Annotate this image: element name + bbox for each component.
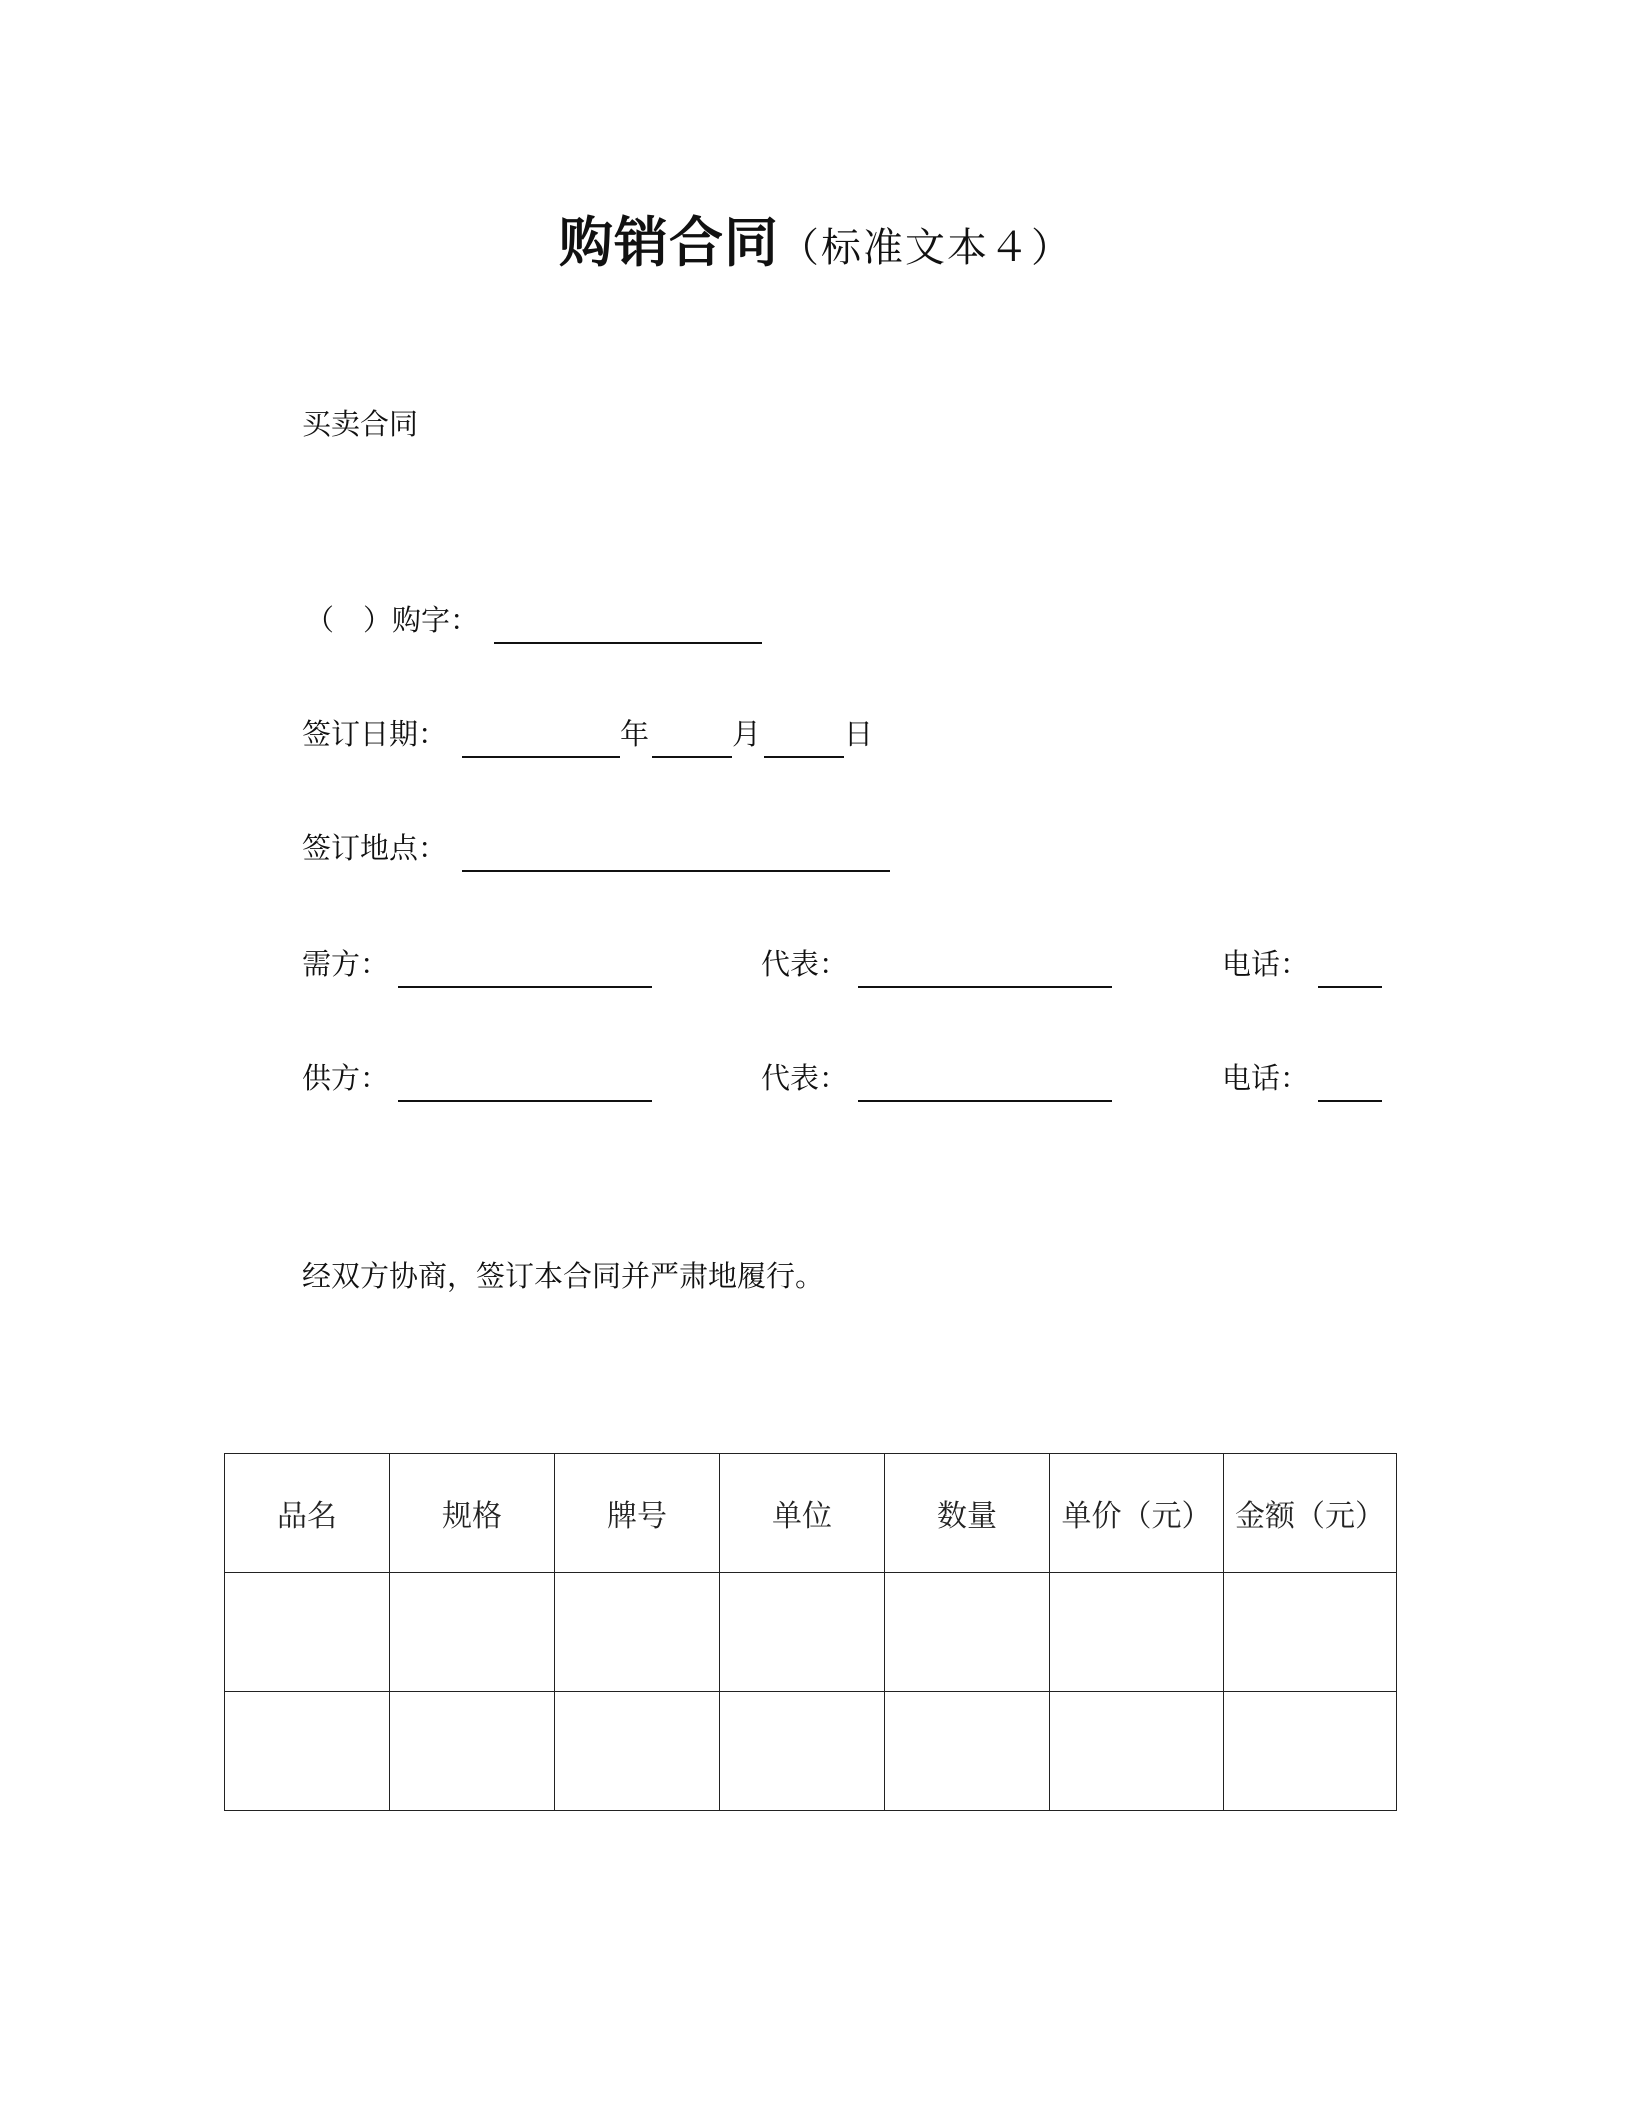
sign-place-blank[interactable]	[462, 870, 890, 872]
seller-blank[interactable]	[398, 1100, 652, 1102]
table-cell[interactable]	[555, 1692, 720, 1811]
sign-place-label: 签订地点：	[302, 831, 448, 865]
header-unit-price: 单价（元）	[1050, 1454, 1224, 1573]
seller-rep-label: 代表：	[761, 1061, 849, 1095]
sign-month-blank[interactable]	[652, 756, 732, 758]
header-unit: 单位	[720, 1454, 885, 1573]
table-cell[interactable]	[1050, 1692, 1224, 1811]
header-amount: 金额（元）	[1224, 1454, 1397, 1573]
goods-table	[224, 1453, 1397, 1811]
buyer-phone-blank[interactable]	[1318, 986, 1382, 988]
title-sub: （标准文本４）	[779, 225, 1073, 271]
header-brand: 牌号	[555, 1454, 720, 1573]
buyer-phone-label: 电话：	[1222, 947, 1310, 981]
buyer-blank[interactable]	[398, 986, 652, 988]
year-label: 年	[620, 717, 650, 751]
table-header-row	[225, 1454, 1397, 1573]
seller-label: 供方：	[302, 1061, 390, 1095]
table-cell[interactable]	[1224, 1573, 1397, 1692]
table-cell[interactable]	[885, 1573, 1050, 1692]
document-title	[0, 200, 1632, 277]
buyer-rep-blank[interactable]	[858, 986, 1112, 988]
header-quantity: 数量	[885, 1454, 1050, 1573]
seller-phone-label: 电话：	[1222, 1061, 1310, 1095]
seller-phone-blank[interactable]	[1318, 1100, 1382, 1102]
table-row	[225, 1573, 1397, 1692]
agreement-statement: 经双方协商，签订本合同并严肃地履行。	[302, 1259, 825, 1293]
contract-subtitle: 买卖合同	[302, 407, 419, 441]
table-cell[interactable]	[225, 1692, 390, 1811]
table-cell[interactable]	[885, 1692, 1050, 1811]
table-row	[225, 1692, 1397, 1811]
buyer-label: 需方：	[302, 947, 390, 981]
month-label: 月	[732, 717, 762, 751]
table-cell[interactable]	[390, 1573, 555, 1692]
table-cell[interactable]	[555, 1573, 720, 1692]
seller-rep-blank[interactable]	[858, 1100, 1112, 1102]
header-specification: 规格	[390, 1454, 555, 1573]
buyer-rep-label: 代表：	[761, 947, 849, 981]
contract-no-label: （ ）购字：	[305, 603, 480, 637]
sign-day-blank[interactable]	[764, 756, 844, 758]
header-product-name: 品名	[225, 1454, 390, 1573]
table-cell[interactable]	[1050, 1573, 1224, 1692]
table-cell[interactable]	[720, 1692, 885, 1811]
table-cell[interactable]	[225, 1573, 390, 1692]
table-cell[interactable]	[720, 1573, 885, 1692]
day-label: 日	[844, 717, 874, 751]
table-cell[interactable]	[390, 1692, 555, 1811]
table-cell[interactable]	[1224, 1692, 1397, 1811]
title-main: 购销合同	[559, 211, 779, 274]
contract-no-blank[interactable]	[494, 642, 762, 644]
sign-date-label: 签订日期：	[302, 717, 448, 751]
sign-year-blank[interactable]	[462, 756, 620, 758]
